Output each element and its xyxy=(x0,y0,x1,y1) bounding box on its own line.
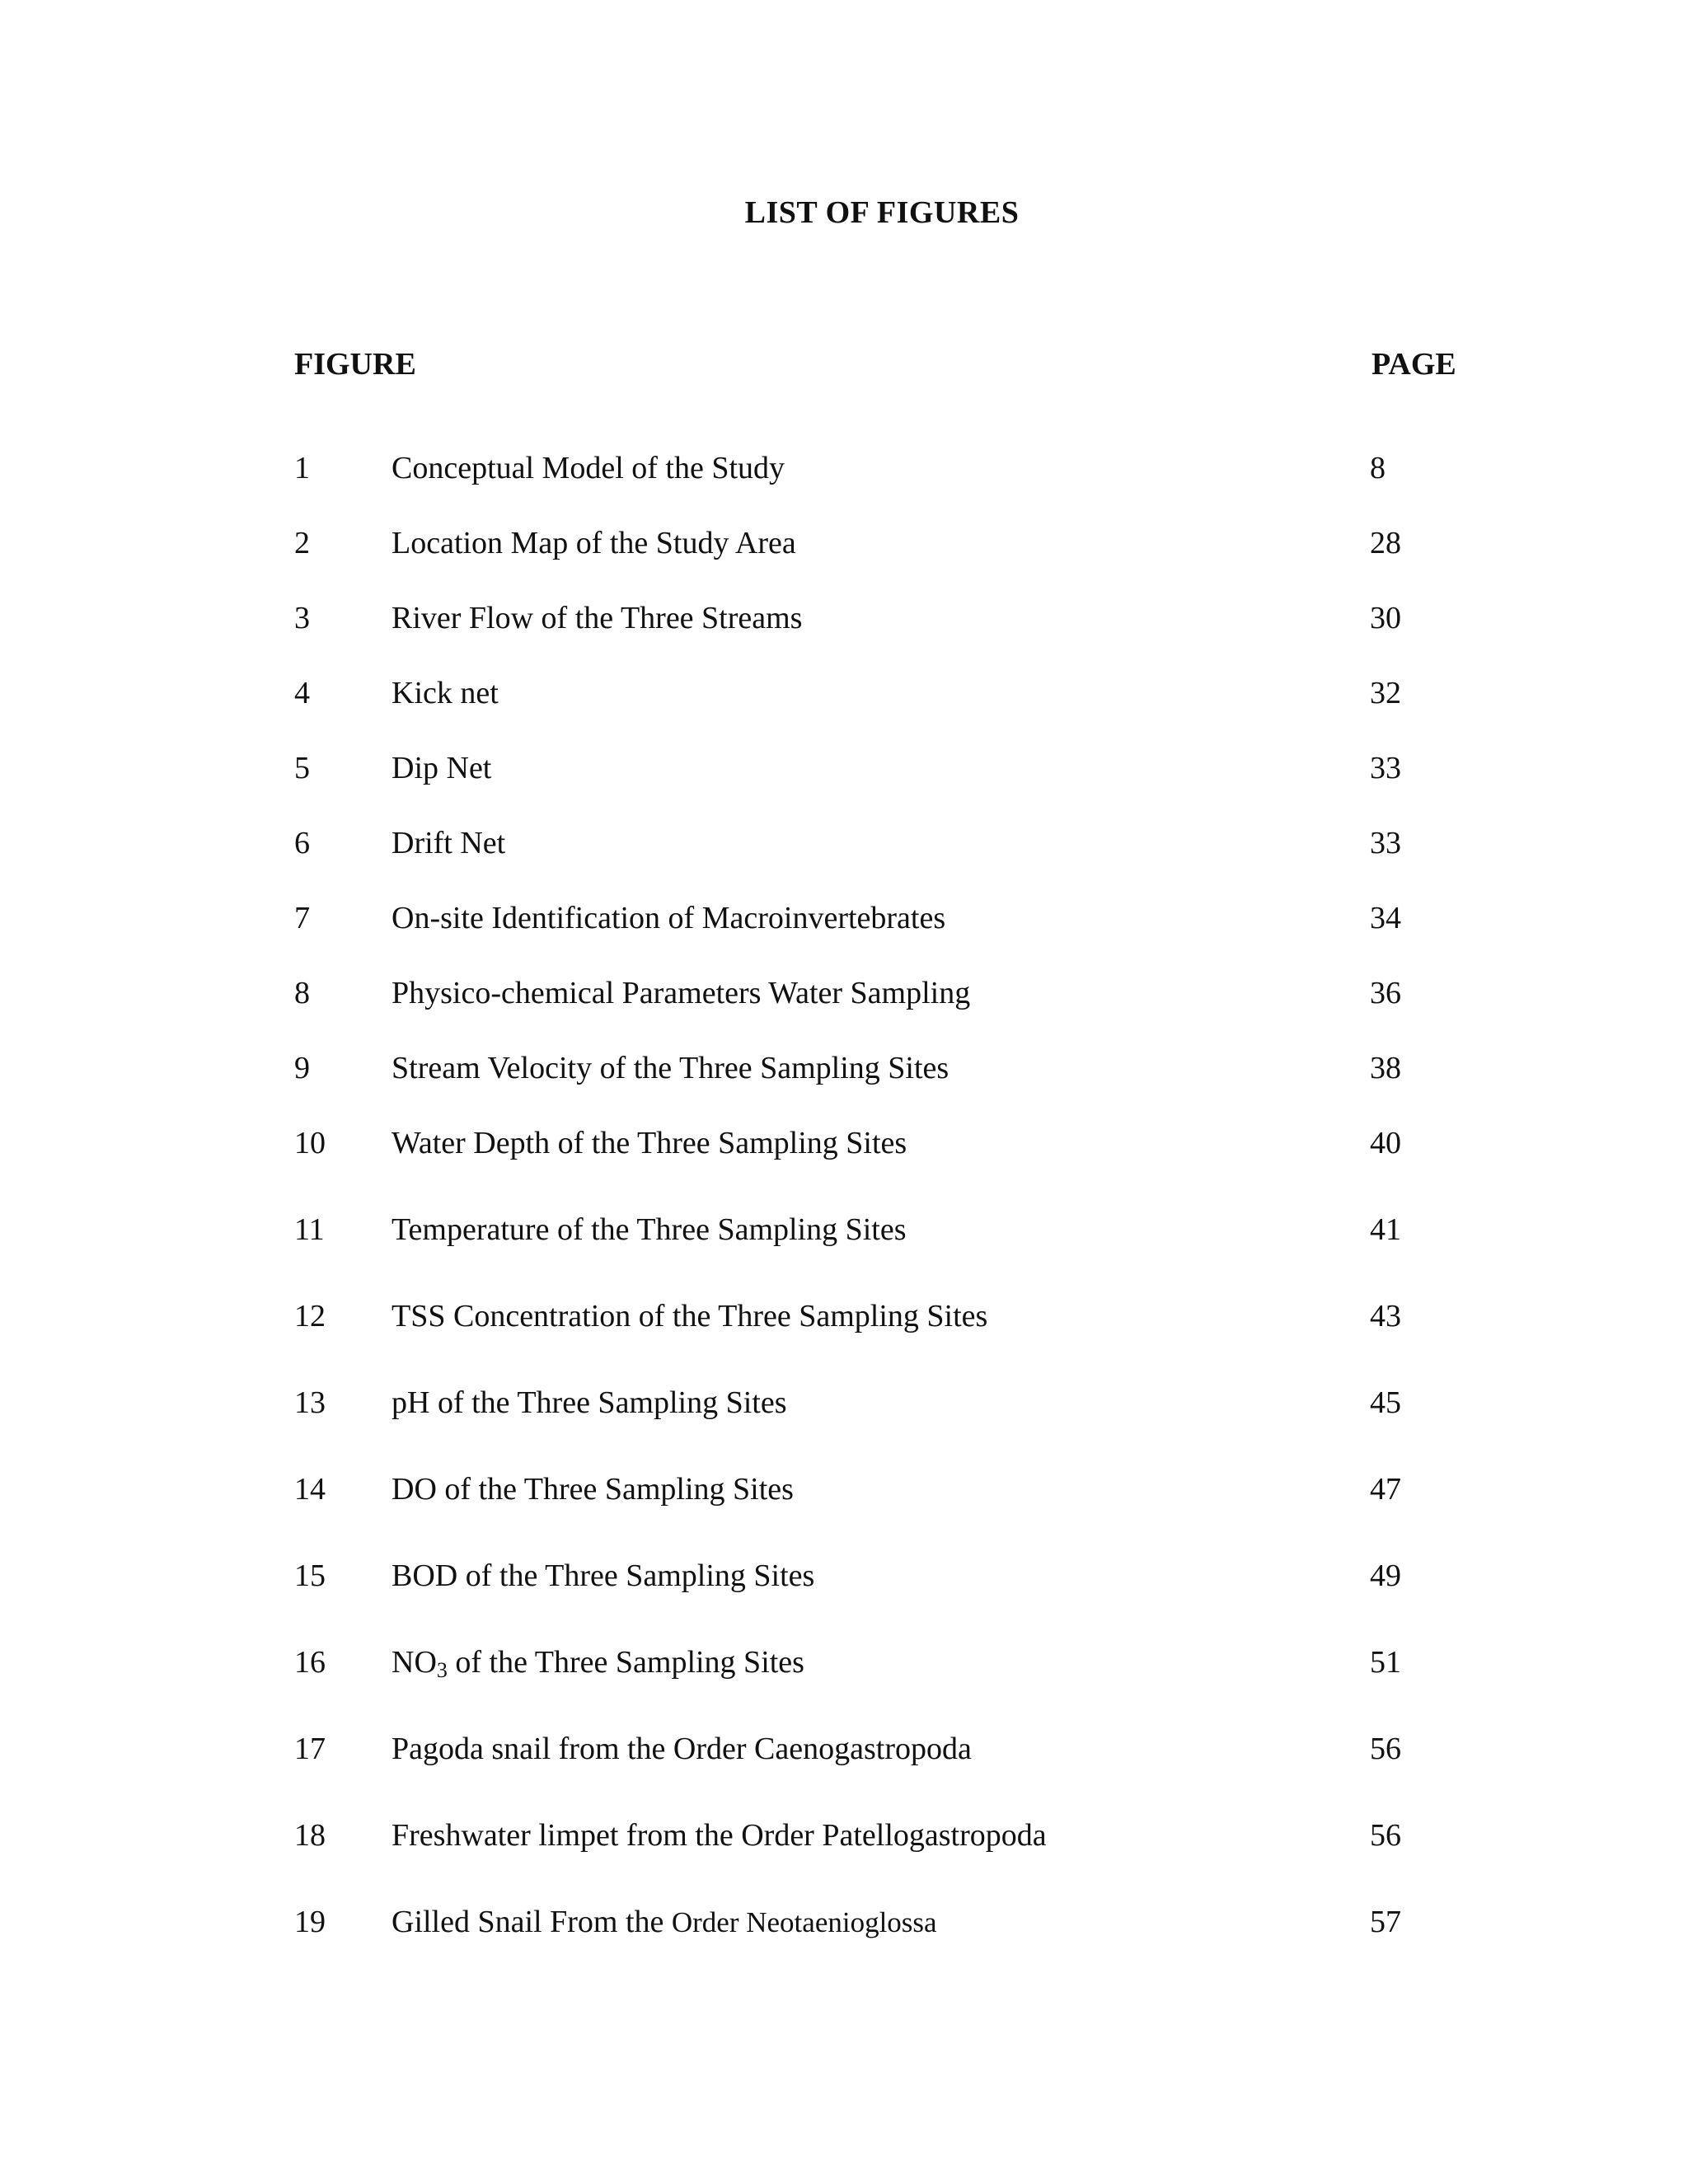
figure-page: 34 xyxy=(1370,901,1401,935)
figure-number: 19 xyxy=(294,1905,326,1939)
figure-entry-13[interactable] xyxy=(0,1378,1688,1427)
figure-page: 28 xyxy=(1370,526,1401,560)
figure-number: 4 xyxy=(294,676,310,710)
figure-title xyxy=(392,1897,937,1947)
figure-number: 18 xyxy=(294,1818,326,1853)
figure-title: Stream Velocity of the Three Sampling Sites xyxy=(392,1051,950,1085)
column-header-figure: FIGURE xyxy=(294,347,416,382)
column-header-page: PAGE xyxy=(1372,347,1456,382)
figure-number: 5 xyxy=(294,751,310,785)
figure-title: Drift Net xyxy=(392,826,506,860)
figure-page: 40 xyxy=(1370,1126,1401,1160)
figure-number: 3 xyxy=(294,601,310,635)
figure-entry-8[interactable] xyxy=(0,968,1688,1018)
figure-title: TSS Concentration of the Three Sampling Sites xyxy=(392,1299,988,1333)
figure-entry-2[interactable] xyxy=(0,518,1688,568)
figure-number: 12 xyxy=(294,1299,326,1333)
figure-number: 9 xyxy=(294,1051,310,1085)
figure-page: 36 xyxy=(1370,976,1401,1010)
figure-title: pH of the Three Sampling Sites xyxy=(392,1385,787,1420)
figure-entry-11[interactable] xyxy=(0,1205,1688,1254)
figure-title-part: Order Neotaenioglossa xyxy=(671,1906,937,1938)
figure-title: River Flow of the Three Streams xyxy=(392,601,803,635)
figure-page: 30 xyxy=(1370,601,1401,635)
figure-title xyxy=(392,1638,804,1690)
subscript-3: 3 xyxy=(436,1658,448,1682)
figure-title-part: of the Three Sampling Sites xyxy=(447,1645,804,1680)
figure-page: 38 xyxy=(1370,1051,1401,1085)
figure-entry-19[interactable] xyxy=(0,1897,1688,1947)
figure-entry-18[interactable] xyxy=(0,1811,1688,1860)
figure-number: 1 xyxy=(294,451,310,485)
figure-title: Kick net xyxy=(392,676,499,710)
figure-number: 7 xyxy=(294,901,310,935)
figure-entry-1[interactable] xyxy=(0,443,1688,493)
figure-entry-3[interactable] xyxy=(0,593,1688,643)
figure-number: 10 xyxy=(294,1126,326,1160)
figure-title: Location Map of the Study Area xyxy=(392,526,796,560)
figure-title-part: NO xyxy=(392,1645,437,1680)
figure-entry-4[interactable] xyxy=(0,668,1688,718)
figure-number: 13 xyxy=(294,1385,326,1420)
figure-entry-16[interactable] xyxy=(0,1638,1688,1687)
figure-title: Temperature of the Three Sampling Sites xyxy=(392,1212,907,1247)
figure-number: 6 xyxy=(294,826,310,860)
figure-page: 57 xyxy=(1370,1905,1401,1939)
figure-title-part: Gilled Snail From the xyxy=(392,1905,672,1939)
figure-page: 56 xyxy=(1370,1732,1401,1766)
figure-number: 17 xyxy=(294,1732,326,1766)
figure-entry-10[interactable] xyxy=(0,1118,1688,1168)
figure-page: 32 xyxy=(1370,676,1401,710)
figure-page: 41 xyxy=(1370,1212,1401,1247)
figure-title: Conceptual Model of the Study xyxy=(392,451,785,485)
figure-entry-6[interactable] xyxy=(0,818,1688,868)
figure-title: Freshwater limpet from the Order Patellogastropoda xyxy=(392,1818,1047,1853)
figure-page: 47 xyxy=(1370,1472,1401,1507)
figure-number: 8 xyxy=(294,976,310,1010)
figure-entry-17[interactable] xyxy=(0,1724,1688,1774)
figure-page: 33 xyxy=(1370,751,1401,785)
figure-page: 51 xyxy=(1370,1645,1401,1680)
figure-title: On-site Identification of Macroinvertebrates xyxy=(392,901,946,935)
figure-entry-15[interactable] xyxy=(0,1551,1688,1601)
figure-number: 2 xyxy=(294,526,310,560)
figure-number: 15 xyxy=(294,1558,326,1593)
figure-page: 49 xyxy=(1370,1558,1401,1593)
figure-page: 45 xyxy=(1370,1385,1401,1420)
figure-entry-9[interactable] xyxy=(0,1043,1688,1093)
figure-page: 33 xyxy=(1370,826,1401,860)
page-title: LIST OF FIGURES xyxy=(744,195,1020,230)
figure-page: 8 xyxy=(1370,451,1386,485)
figure-title: Pagoda snail from the Order Caenogastropoda xyxy=(392,1732,972,1766)
figure-entry-14[interactable] xyxy=(0,1465,1688,1514)
figure-number: 16 xyxy=(294,1645,326,1680)
figure-title: Water Depth of the Three Sampling Sites xyxy=(392,1126,907,1160)
figure-entry-7[interactable] xyxy=(0,893,1688,943)
figure-number: 11 xyxy=(294,1212,325,1247)
figure-title: Dip Net xyxy=(392,751,492,785)
figure-page: 43 xyxy=(1370,1299,1401,1333)
figure-page: 56 xyxy=(1370,1818,1401,1853)
figure-title: BOD of the Three Sampling Sites xyxy=(392,1558,815,1593)
figure-title: Physico-chemical Parameters Water Sampling xyxy=(392,976,971,1010)
figure-entry-5[interactable] xyxy=(0,743,1688,793)
figure-title: DO of the Three Sampling Sites xyxy=(392,1472,794,1507)
figure-entry-12[interactable] xyxy=(0,1291,1688,1341)
figure-number: 14 xyxy=(294,1472,326,1507)
